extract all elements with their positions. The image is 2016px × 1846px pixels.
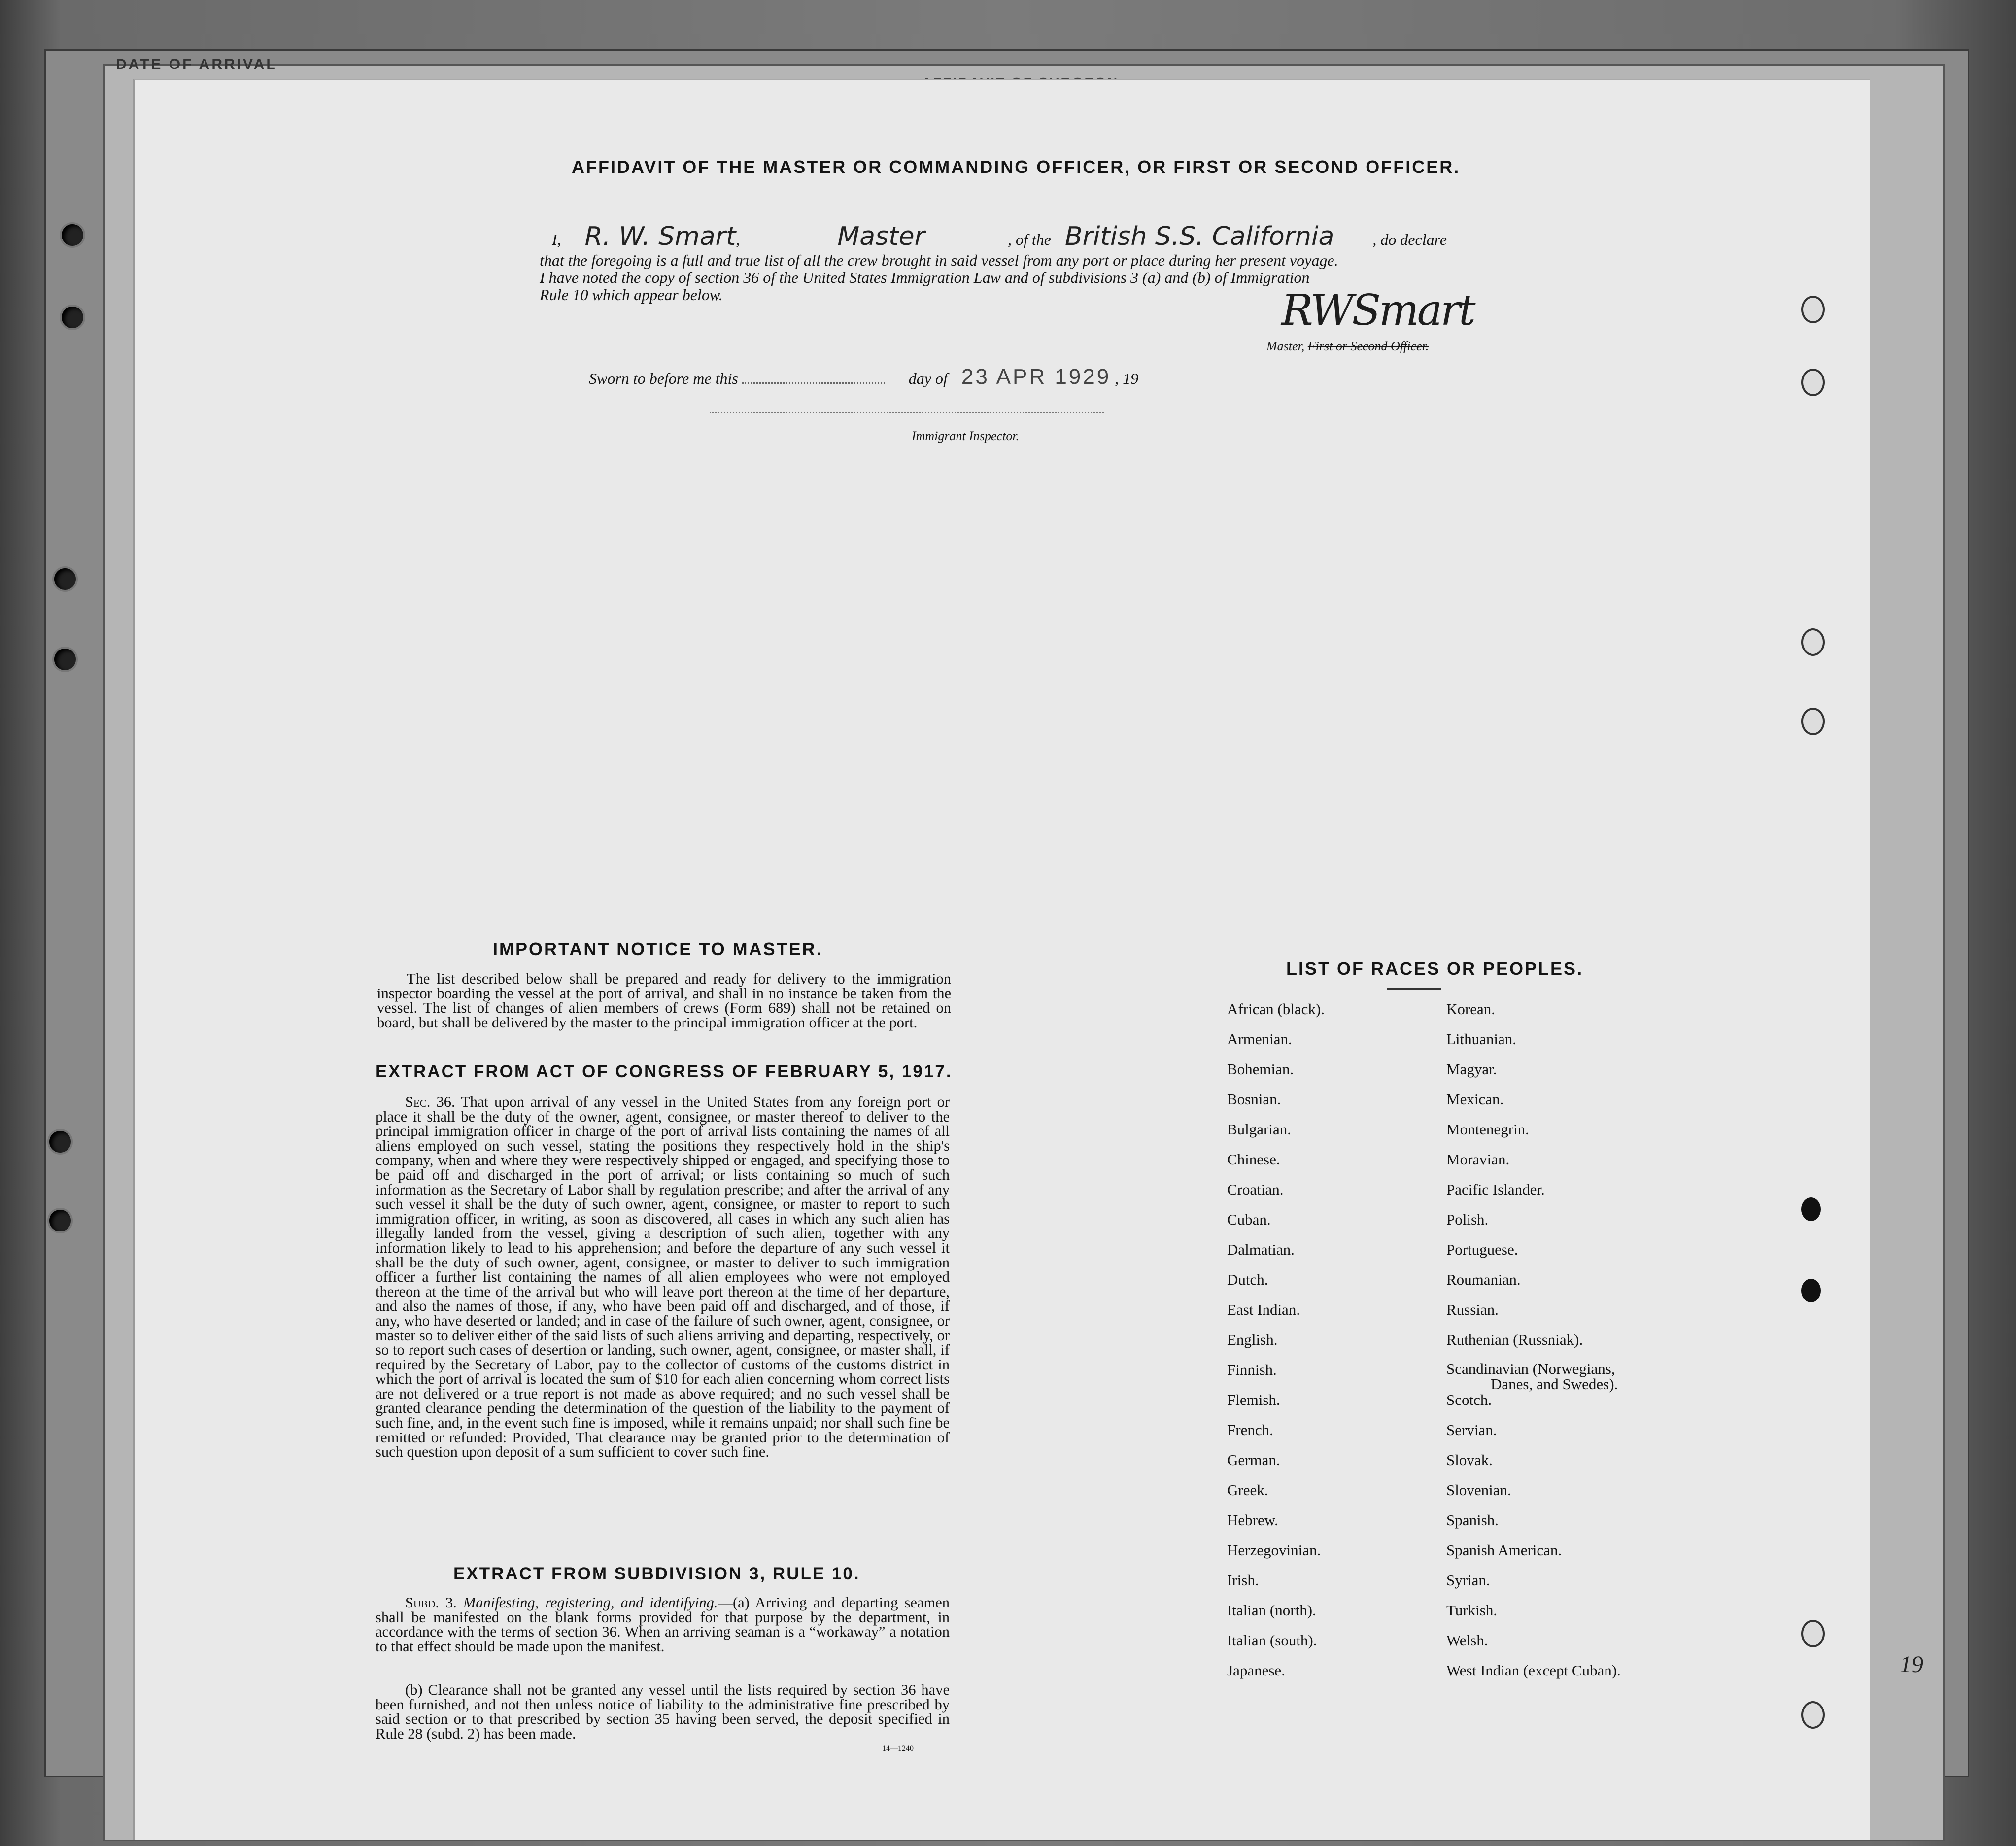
margin-page-number: 19 [1900, 1651, 1923, 1677]
date-stamp: 23 APR 1929 [961, 365, 1111, 389]
underlying-date-label: DATE OF ARRIVAL [116, 56, 277, 72]
binder-hole [62, 307, 83, 328]
affidavit-line-2: that the foregoing is a full and true list of all the crew brought in said vessel from any port or place during her present voyage. [540, 251, 1338, 269]
affidavit-line-3: I have noted the copy of section 36 of the United States Immigration Law and of subdivisions 3 (a) and (b) of Immigration [540, 269, 1310, 286]
race-item: Slovenian. [1446, 1481, 1511, 1499]
race-item: French. [1227, 1421, 1273, 1438]
race-item: Japanese. [1227, 1662, 1285, 1679]
signature-caption: Master, First or Second Officer. [1266, 339, 1429, 353]
binder-hole [54, 649, 76, 670]
form-number: 14—1240 [882, 1744, 914, 1753]
race-item: Syrian. [1446, 1572, 1490, 1589]
race-item: Italian (north). [1227, 1602, 1316, 1619]
handwritten-name: R. W. Smart [584, 222, 736, 251]
race-item: Flemish. [1227, 1391, 1280, 1408]
handwritten-rank: Master [837, 222, 925, 251]
races-left-column [1227, 1000, 1325, 1692]
binder-hole [54, 568, 76, 590]
affidavit-line-4: Rule 10 which appear below. [540, 286, 723, 304]
punch-hole [1801, 1197, 1821, 1221]
race-item: Croatian. [1227, 1181, 1284, 1198]
sworn-line: Sworn to before me this day of 23 APR 1929 , 19 [589, 365, 1139, 389]
punch-hole [1801, 628, 1825, 656]
affidavit-title: AFFIDAVIT OF THE MASTER OR COMMANDING OFFICER, OR FIRST OR SECOND OFFICER. [572, 157, 1461, 177]
race-item: Portuguese. [1446, 1241, 1518, 1258]
race-item: Slovak. [1446, 1451, 1493, 1469]
race-item: Russian. [1446, 1301, 1499, 1318]
race-item: African (black). [1227, 1000, 1325, 1018]
inspector-signature-line [710, 399, 1104, 413]
race-item: Korean. [1446, 1000, 1495, 1018]
race-item: Irish. [1227, 1572, 1259, 1589]
races-title-rule [1387, 988, 1441, 990]
race-item: Roumanian. [1446, 1271, 1521, 1288]
binder-hole [62, 224, 83, 246]
race-item: Lithuanian. [1446, 1030, 1517, 1048]
notice-text: The list described below shall be prepared and ready for delivery to the immigration inspector boarding the vessel at the port of arrival, and shall in no instance be taken from the vessel. The list of changes of alien members of crews (Form 689) shall not be retained on board, but shall be delivered by the master to the principal immigration officer at the port. [377, 970, 951, 1031]
punch-hole [1801, 1620, 1825, 1647]
race-item: Scotch. [1446, 1391, 1492, 1408]
race-item: Herzegovinian. [1227, 1541, 1321, 1559]
extract-rule-text-a: Subd. 3. Manifesting, registering, and identifying.—(a) Arriving and departing seamen shall be manifested on the blank forms provided for that purpose by the department, in accordance with the terms of section 36. When an arriving seaman is a “workaway” a notation to that effect should be made upon the manifest. [376, 1594, 950, 1655]
punch-hole [1801, 708, 1825, 735]
race-item: Bulgarian. [1227, 1121, 1291, 1138]
race-item: German. [1227, 1451, 1280, 1469]
handwritten-vessel: British S.S. California [1064, 222, 1334, 251]
race-item: Armenian. [1227, 1030, 1292, 1048]
race-item: Turkish. [1446, 1602, 1498, 1619]
extract-act-text: Sec. 36. That upon arrival of any vessel in the United States from any foreign port or place it shall be the duty of the owner, agent, consignee, or master thereof to deliver to the principal immigration officer in charge of the port of arrival lists containing the names of all aliens employed on such vessel, stating the positions they respectively hold in the ship's company, when and where they were respectively shipped or engaged, and specifying those to be paid off and discharged in the port of arrival; or lists containing so much of such information as the Secretary of Labor shall by regulation prescribe; and after the arrival of any such vessel it shall be the duty of such owner, agent, consignee, or master to report to such immigration officer, in writing, as soon as discovered, all cases in which any such alien has illegally landed from the vessel, giving a description of such alien, together with any information likely to lead to his apprehension; and before the departure of any such vessel it shall be the duty of such owner, agent, consignee, or master to deliver to such immigration officer a further list containing the names of all alien employees who were not employed thereon at the time of the arrival but who will leave port thereon at the time of her departure, and also the names of those, if any, who have been paid off and discharged, and of those, if any, who have deserted or landed; and in case of the failure of such owner, agent, consignee, or master so to deliver either of the said lists of such aliens arriving and departing, respectively, or so to report such cases of desertion or landing, such owner, agent, consignee, or master shall, if required by the Secretary of Labor, pay to the collector of customs of the customs district in which the port of arrival is located the sum of $10 for each alien concerning whom correct lists are not delivered or a true report is not made as above required; and no such vessel shall be granted clearance pending the determination of the question of the liability to the payment of such fine, and, in the event such fine is imposed, while it remains unpaid; nor shall such fine be remitted or refunded: Provided, That clearance may be granted prior to the determination of such question upon deposit of a sum sufficient to cover such fine. [376, 1094, 950, 1461]
race-item: Finnish. [1227, 1361, 1277, 1378]
races-right-column [1446, 1000, 1621, 1692]
race-item: Spanish American. [1446, 1541, 1562, 1559]
race-item: Hebrew. [1227, 1511, 1278, 1529]
inspector-caption: Immigrant Inspector. [912, 429, 1020, 443]
race-item: Bohemian. [1227, 1060, 1294, 1078]
race-item: Dalmatian. [1227, 1241, 1295, 1258]
race-item: Moravian. [1446, 1151, 1510, 1168]
race-item: Bosnian. [1227, 1091, 1281, 1108]
race-item: Italian (south). [1227, 1632, 1317, 1649]
extract-rule-text-b: (b) Clearance shall not be granted any vessel until the lists required by section 36 have been furnished, and not then unless notice of liability to the administrative fine prescribed by said section or to that prescribed by section 35 having been served, the deposit specified in Rule 28 (subd. 2) has been made. [376, 1681, 950, 1742]
race-item: Ruthenian (Russniak). [1446, 1331, 1583, 1348]
extract-act-title: EXTRACT FROM ACT OF CONGRESS OF FEBRUARY 5, 1917. [376, 1062, 953, 1081]
race-item: Chinese. [1227, 1151, 1280, 1168]
race-item: Greek. [1227, 1481, 1268, 1499]
race-item: Servian. [1446, 1421, 1497, 1438]
races-title: LIST OF RACES OR PEOPLES. [1286, 958, 1584, 979]
punch-hole [1801, 296, 1825, 323]
race-item: Welsh. [1446, 1632, 1488, 1649]
race-item: Dutch. [1227, 1271, 1268, 1288]
punch-hole [1801, 1279, 1821, 1302]
notice-title: IMPORTANT NOTICE TO MASTER. [493, 939, 823, 959]
race-item: Scandinavian (Norwegians, Danes, and Swedes). [1446, 1360, 1618, 1393]
race-item: Mexican. [1446, 1091, 1504, 1108]
race-item: East Indian. [1227, 1301, 1300, 1318]
race-item: Polish. [1446, 1211, 1489, 1228]
affidavit-line-1: I, R. W. Smart, Master , of the British S.S. California , do declare [552, 222, 1447, 251]
race-item: Pacific Islander. [1446, 1181, 1545, 1198]
extract-rule-title: EXTRACT FROM SUBDIVISION 3, RULE 10. [453, 1564, 860, 1583]
race-item: Spanish. [1446, 1511, 1499, 1529]
race-item: English. [1227, 1331, 1278, 1348]
master-signature: RWSmart [1281, 286, 1474, 335]
race-item: Magyar. [1446, 1060, 1497, 1078]
punch-hole [1801, 369, 1825, 396]
binder-hole [49, 1131, 71, 1153]
race-item: Montenegrin. [1446, 1121, 1529, 1138]
race-item: Cuban. [1227, 1211, 1271, 1228]
race-item: West Indian (except Cuban). [1446, 1662, 1621, 1679]
binder-hole [49, 1210, 71, 1231]
punch-hole [1801, 1701, 1825, 1729]
